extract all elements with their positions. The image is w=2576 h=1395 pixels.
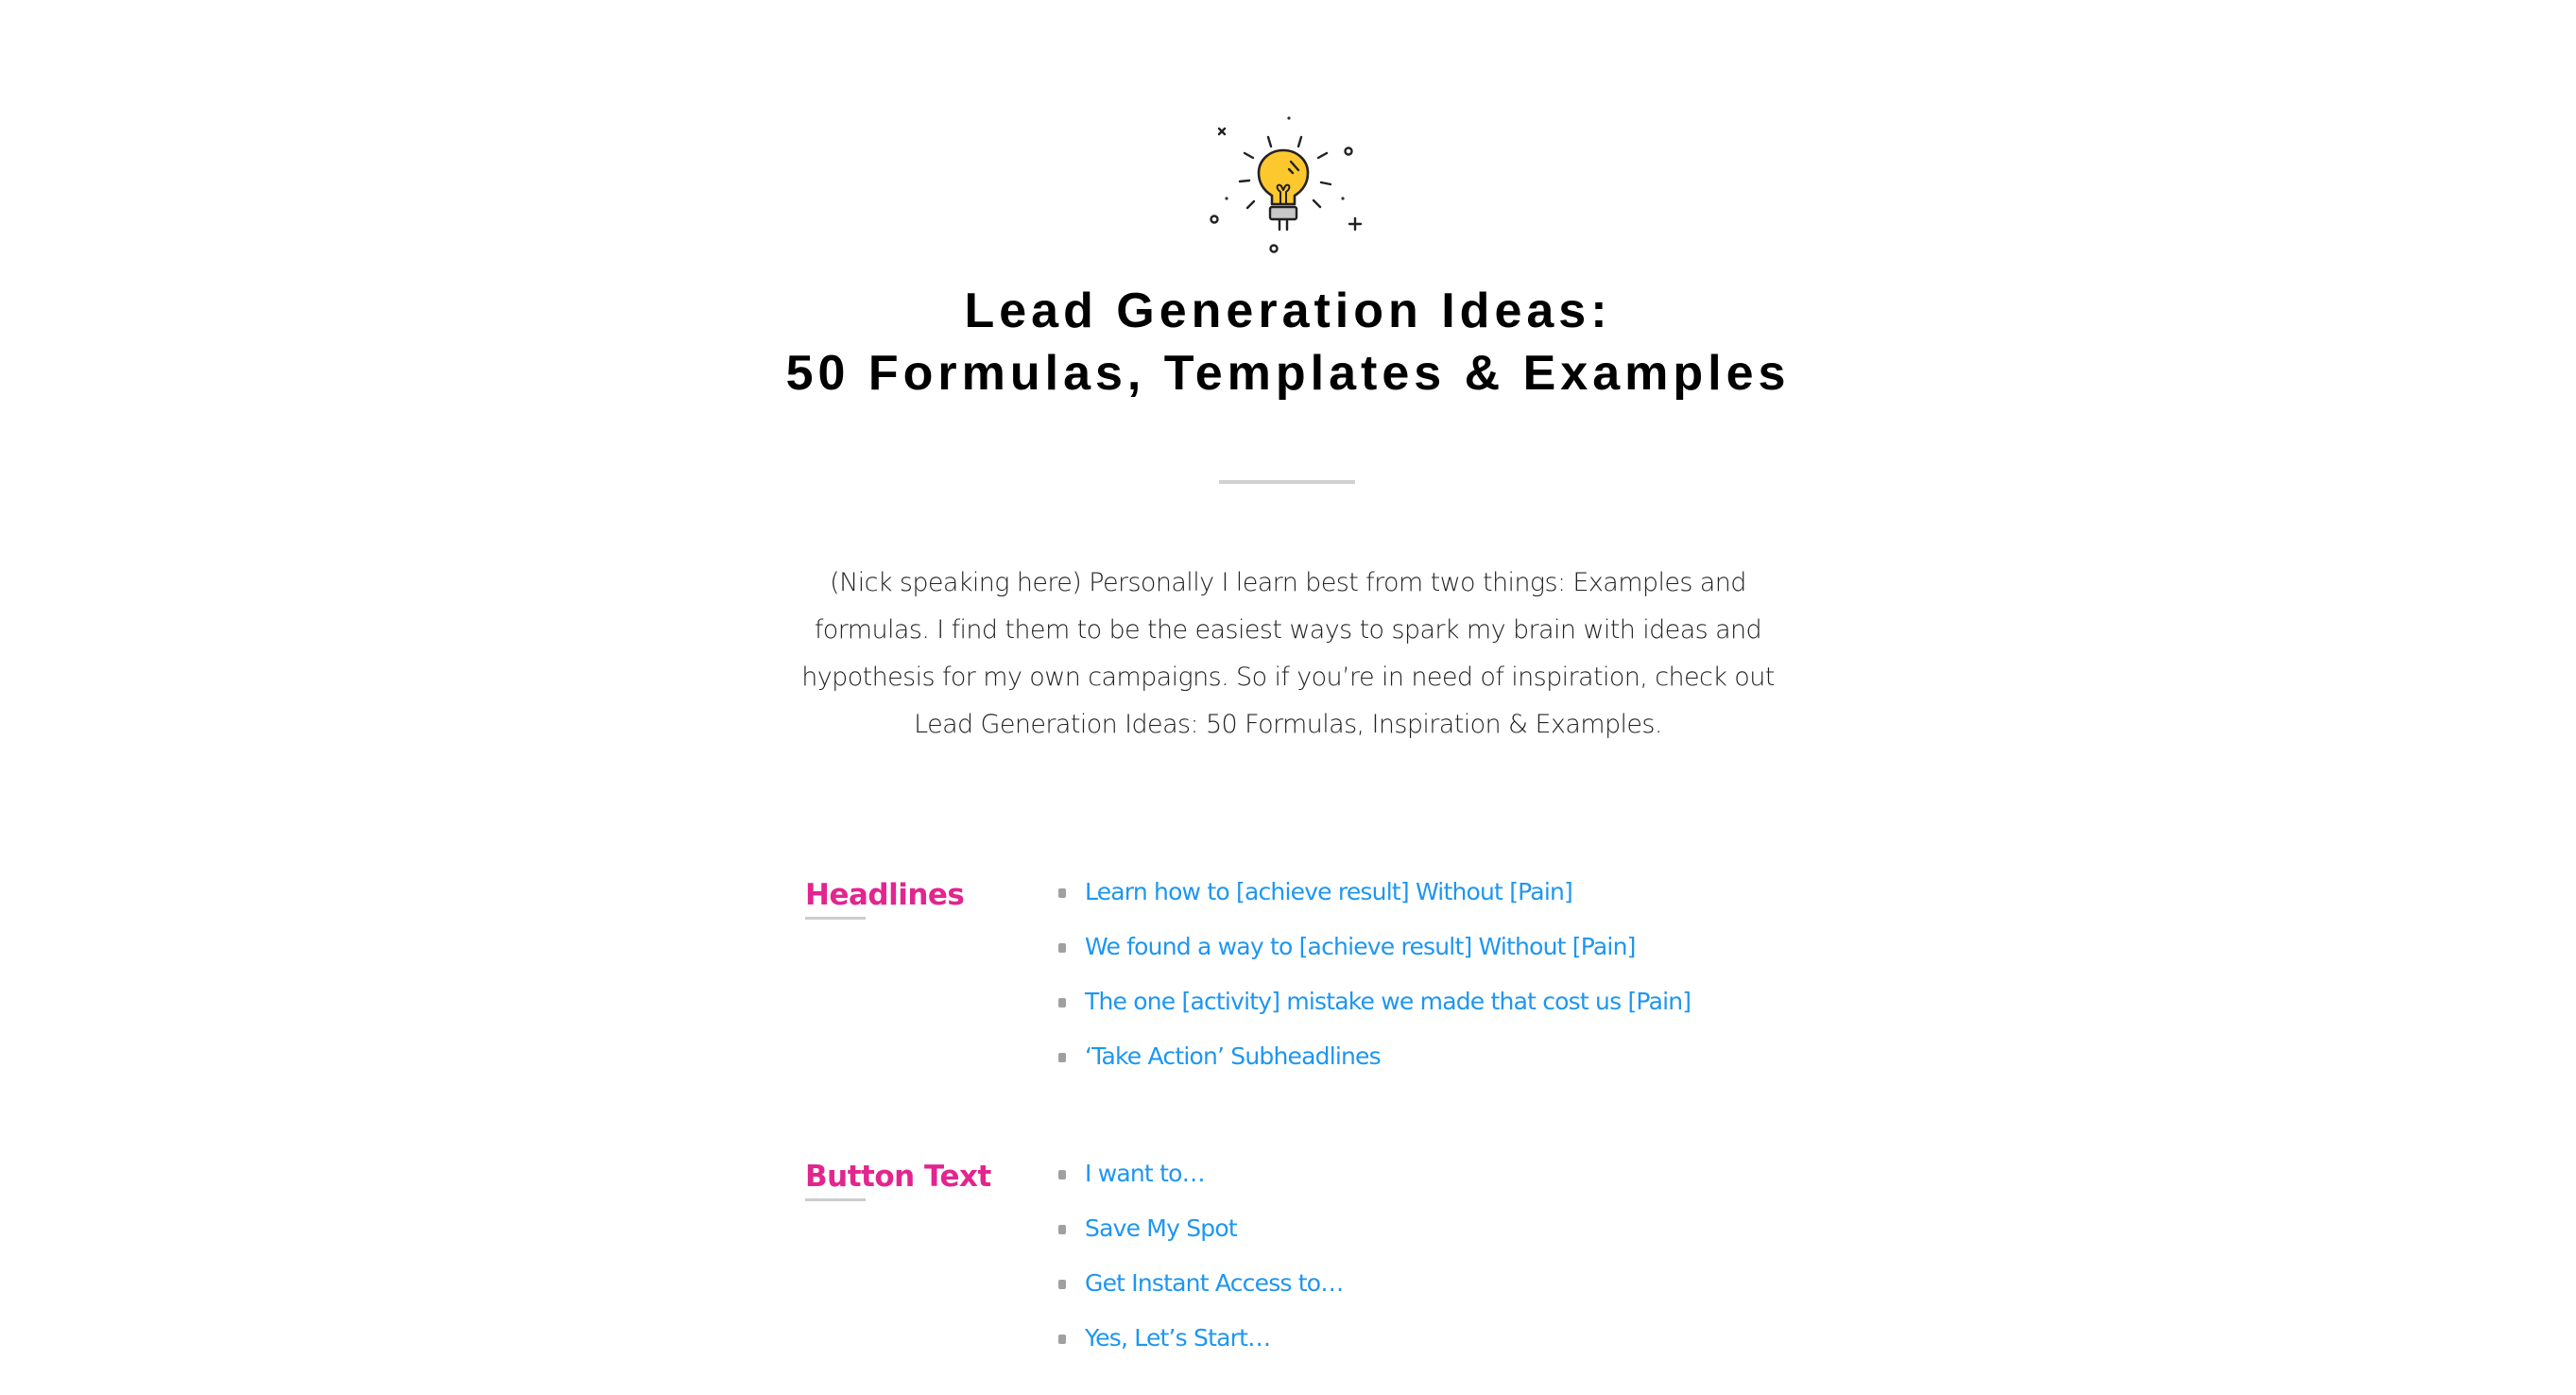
headline-link-1[interactable]: Learn how to [achieve result] Without [Pain] xyxy=(1085,878,1572,905)
lightbulb-icon xyxy=(1210,109,1380,260)
title-divider xyxy=(1219,480,1355,484)
square-bullet-icon xyxy=(1058,1053,1066,1062)
headlines-list xyxy=(1058,875,1691,1094)
square-bullet-icon xyxy=(1058,1170,1066,1180)
list-item xyxy=(1058,1266,1344,1321)
square-bullet-icon xyxy=(1058,943,1066,953)
list-item xyxy=(1058,1040,1691,1094)
intro-paragraph: (Nick speaking here) Personally I learn best from two things: Examples and formulas. I find them to be the easiest ways to spark my brain with ideas and hypothesis for my own campaigns. So if you’re in need of inspiration, check out Lead Generation Ideas: 50 Formulas, Inspiration & Examples. xyxy=(801,568,1775,739)
square-bullet-icon xyxy=(1058,888,1066,898)
section-underline xyxy=(805,917,866,920)
page-title-line-1: Lead Generation Ideas: xyxy=(964,284,1612,338)
headline-link-3[interactable]: The one [activity] mistake we made that cost us [Pain] xyxy=(1085,988,1692,1015)
button-text-link-1[interactable]: I want to… xyxy=(1085,1160,1205,1187)
list-item xyxy=(1058,875,1691,930)
section-label-headlines: Headlines xyxy=(805,878,965,912)
list-item xyxy=(1058,1157,1344,1212)
list-item xyxy=(1058,985,1691,1040)
headline-link-2[interactable]: We found a way to [achieve result] Without [Pain] xyxy=(1085,933,1636,960)
square-bullet-icon xyxy=(1058,1280,1066,1289)
page-title xyxy=(0,280,2576,405)
list-item xyxy=(1058,1321,1344,1376)
section-underline xyxy=(805,1198,866,1201)
list-item xyxy=(1058,1212,1344,1266)
button-text-link-3[interactable]: Get Instant Access to… xyxy=(1085,1269,1344,1297)
square-bullet-icon xyxy=(1058,998,1066,1008)
headline-link-4[interactable]: ‘Take Action’ Subheadlines xyxy=(1085,1042,1381,1070)
square-bullet-icon xyxy=(1058,1225,1066,1234)
section-label-button-text: Button Text xyxy=(805,1160,991,1194)
list-item xyxy=(1058,930,1691,985)
button-text-list xyxy=(1058,1157,1344,1376)
page-title-line-2: 50 Formulas, Templates & Examples xyxy=(785,346,1791,401)
button-text-link-4[interactable]: Yes, Let’s Start… xyxy=(1085,1324,1271,1352)
square-bullet-icon xyxy=(1058,1335,1066,1344)
button-text-link-2[interactable]: Save My Spot xyxy=(1085,1214,1237,1242)
